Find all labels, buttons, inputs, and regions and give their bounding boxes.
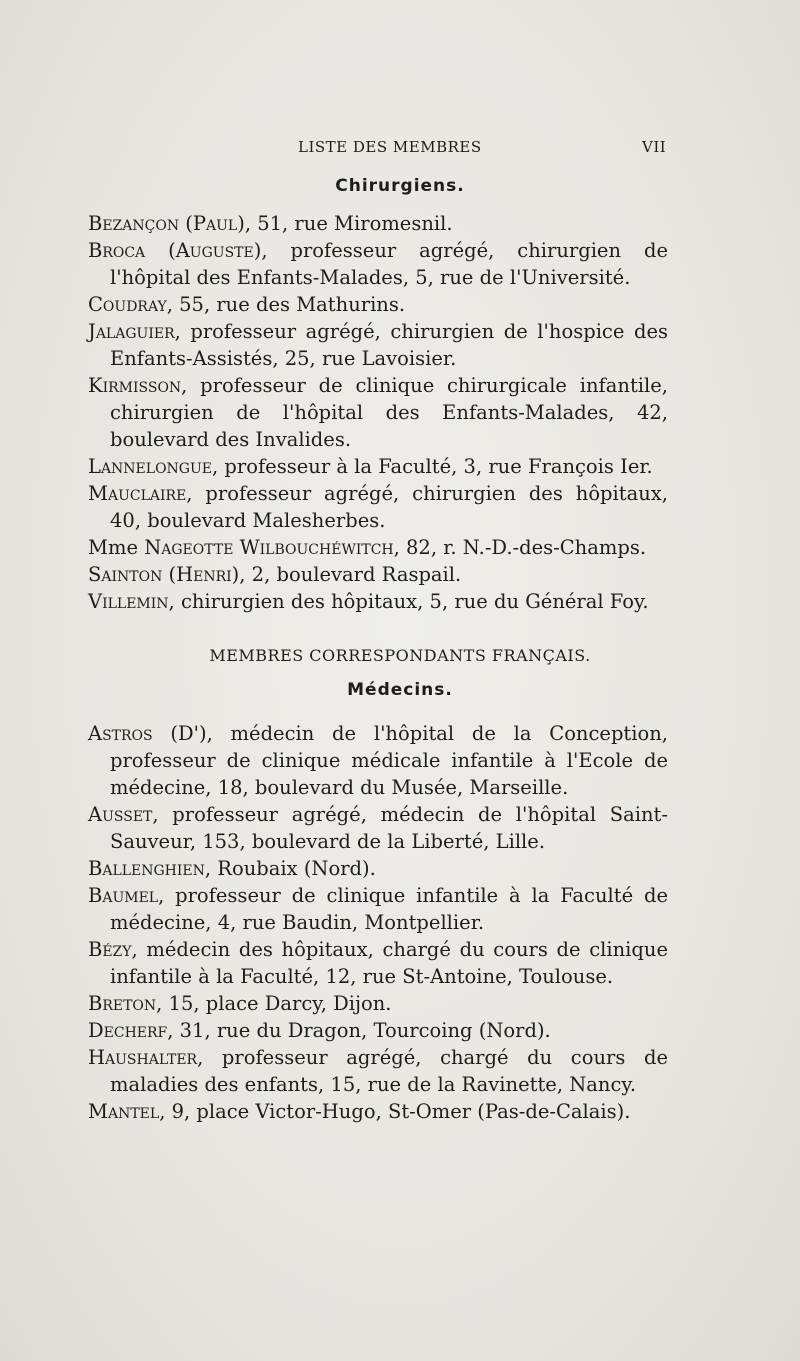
member-entry <box>88 1098 668 1125</box>
member-name: Astros (D') <box>88 722 207 745</box>
section-heading-medecins: Médecins. <box>347 680 453 700</box>
member-entry <box>88 990 668 1017</box>
member-entry <box>88 210 668 237</box>
member-entry <box>88 1017 668 1044</box>
entry-list-chirurgiens <box>88 210 668 615</box>
member-details: , 15, place Darcy, Dijon. <box>156 992 392 1015</box>
member-details: , professeur agrégé, chirurgien des hôpitaux, 40, boulevard Malesherbes. <box>110 482 668 532</box>
member-name: Ballenghien <box>88 857 205 880</box>
member-details: , professeur agrégé, médecin de l'hôpital Saint-Sauveur, 153, boulevard de la Liberté, Lille. <box>110 803 668 853</box>
member-name: Kirmisson <box>88 374 182 397</box>
member-name: Ausset <box>88 803 153 826</box>
member-entry <box>88 588 668 615</box>
member-details: , 2, boulevard Raspail. <box>239 563 462 586</box>
member-name: Villemin <box>88 590 169 613</box>
member-details: , professeur agrégé, chirurgien de l'hôpital des Enfants-Malades, 5, rue de l'Université. <box>110 239 668 289</box>
member-name: Bezançon (Paul) <box>88 212 245 235</box>
member-entry <box>88 372 668 453</box>
member-details: , 55, rue des Mathurins. <box>166 293 406 316</box>
member-entry <box>88 801 668 855</box>
member-details: , Roubaix (Nord). <box>204 857 376 880</box>
section-heading-chirurgiens: Chirurgiens. <box>335 176 465 196</box>
member-details: , professeur de clinique chirurgicale infantile, chirurgien de l'hôpital des Enfants-Malades, 42, boulevard des Invalides. <box>110 374 668 451</box>
member-name: Coudray <box>88 293 167 316</box>
member-details: , chirurgien des hôpitaux, 5, rue du Général Foy. <box>168 590 649 613</box>
member-entry <box>88 936 668 990</box>
member-name: Lannelongue <box>88 455 213 478</box>
member-name: Haushalter <box>88 1046 198 1069</box>
member-entry <box>88 882 668 936</box>
member-name: Jalaguier <box>88 320 175 343</box>
member-entry <box>88 1044 668 1098</box>
running-head-title: LISTE DES MEMBRES <box>298 138 482 156</box>
member-name: Decherf <box>88 1019 168 1042</box>
member-name: Nageotte Wilbouchéwitch <box>144 536 394 559</box>
member-entry <box>88 855 668 882</box>
member-details: , médecin de l'hôpital de la Conception, professeur de clinique médicale infantile à l'Ecole de médecine, 18, boulevard du Musée, Marseille. <box>110 722 669 799</box>
running-head <box>0 138 800 162</box>
member-entry <box>88 534 668 561</box>
member-entry <box>88 561 668 588</box>
member-details: , médecin des hôpitaux, chargé du cours de clinique infantile à la Faculté, 12, rue St-Antoine, Toulouse. <box>110 938 668 988</box>
member-name: Broca (Auguste) <box>88 239 262 262</box>
member-entry <box>88 318 668 372</box>
member-details: , professeur agrégé, chirurgien de l'hospice des Enfants-Assistés, 25, rue Lavoisier. <box>110 320 668 370</box>
member-details: , professeur à la Faculté, 3, rue François Ier. <box>212 455 653 478</box>
page-number: VII <box>642 138 667 156</box>
member-details: , professeur de clinique infantile à la Faculté de médecine, 4, rue Baudin, Montpellier. <box>110 884 668 934</box>
member-name: Mauclaire <box>88 482 187 505</box>
member-name: Baumel <box>88 884 159 907</box>
member-details: , 31, rue du Dragon, Tourcoing (Nord). <box>167 1019 551 1042</box>
member-name: Bézy <box>88 938 132 961</box>
member-name: Sainton (Henri) <box>88 563 240 586</box>
member-name: Mantel <box>88 1100 160 1123</box>
member-details: , professeur agrégé, chargé du cours de maladies des enfants, 15, rue de la Ravinette, Nancy. <box>110 1046 668 1096</box>
member-entry <box>88 720 668 801</box>
member-details: , 9, place Victor-Hugo, St-Omer (Pas-de-Calais). <box>159 1100 631 1123</box>
member-entry <box>88 237 668 291</box>
member-entry <box>88 291 668 318</box>
member-name: Breton <box>88 992 157 1015</box>
member-entry <box>88 453 668 480</box>
member-entry <box>88 480 668 534</box>
member-prefix: Mme <box>88 536 145 559</box>
section-subheading-correspondants: MEMBRES CORRESPONDANTS FRANÇAIS. <box>209 646 591 665</box>
entry-list-medecins <box>88 720 668 1125</box>
member-details: , 51, rue Miromesnil. <box>244 212 453 235</box>
member-details: , 82, r. N.-D.-des-Champs. <box>393 536 647 559</box>
